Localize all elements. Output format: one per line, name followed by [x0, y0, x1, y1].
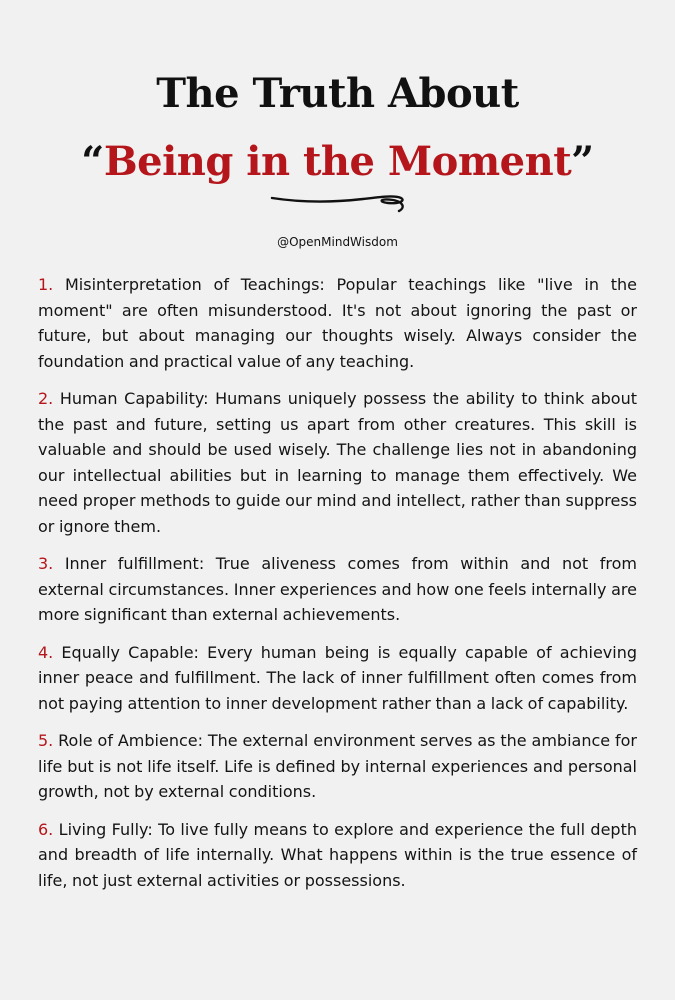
point-number: 2. [38, 389, 54, 408]
point-text: Living Fully: To live fully means to explore and experience the full depth and breadth of life internally. What happens within is the true essence of life, not just external activities or possessions. [38, 819, 637, 890]
close-quote: ” [571, 138, 594, 185]
point-number: 1. [38, 275, 54, 294]
points-list [38, 272, 637, 905]
list-item [38, 272, 637, 374]
title-line-2 [0, 134, 675, 190]
point-number: 3. [38, 554, 54, 573]
swoosh-underline-icon [268, 190, 408, 220]
point-text: Role of Ambience: The external environment serves as the ambiance for life but is not life itself. Life is defined by internal experiences and personal growth, not by external conditions. [38, 731, 637, 801]
author-handle: @OpenMindWisdom [277, 235, 398, 249]
point-number: 5. [38, 731, 54, 750]
list-item [38, 551, 637, 628]
open-quote: “ [81, 138, 104, 185]
point-text: Inner fulfillment: True aliveness comes from within and not from external circumstances. Inner experiences and how one feels internally are more significant than external achievements. [38, 554, 637, 624]
point-number: 6. [38, 819, 54, 839]
point-text: Human Capability: Humans uniquely possess the ability to think about the past and future, setting us apart from other creatures. This skill is valuable and should be used wisely. The challenge lies not in abandoning our intellectual abilities but in learning to manage them effectively. We need proper methods to guide our mind and intellect, rather than suppress or ignore them. [38, 389, 637, 536]
point-number: 4. [38, 642, 54, 662]
list-item [38, 386, 637, 539]
title-line-1: The Truth About [156, 70, 519, 117]
list-item [38, 728, 637, 805]
title-highlight: Being in the Moment [103, 138, 572, 185]
point-text: Misinterpretation of Teachings: Popular teachings like "live in the moment" are often misunderstood. It's not about ignoring the past or future, but about managing our thoughts wisely. Always consider the foundation and practical value of any teaching. [38, 275, 637, 371]
point-text: Equally Capable: Every human being is equally capable of achieving inner peace and fulfillment. The lack of inner fulfillment often comes from not paying attention to inner development rather than a lack of capability. [38, 642, 637, 713]
list-item [38, 817, 637, 894]
list-item [38, 640, 637, 717]
